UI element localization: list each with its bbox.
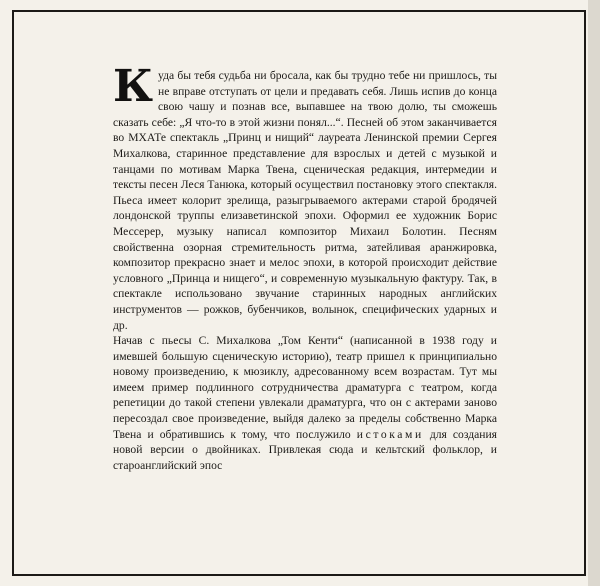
paragraph-1-text: уда бы тебя судьба ни бросала, как бы трудно тебе ни пришлось, ты не вправе отступать от цели и предавать себя. Лишь испив до конца свою чашу и познав все, выпавшее на твою долю, ты сможешь сказать себе: „Я что-то в этой жизни понял...“. Песней об этом заканчивается во МХАТе спектакль „Принц и нищий“ лауреата Ленинской премии Сергея Михалкова, старинное представление для взрослых и детей с музыкой и танцами по мотивам Марка Твена, сценическая редакция, интермедии и тексты песен Леся Танюка, который осуществил постановку этого спектакля. Пьеса имеет колорит зрелища, разыгрываемого актерами старой бродячей лондонской труппы елизаветинской эпохи. Оформил ее художник Борис Мессерер, музыку написал композитор Михаил Болотин. Песням свойственна озорная стремительность ритма, затейливая аранжировка, композитор прекрасно знает и мелос эпохи, в которой происходит действие условного „Принца и нищего“, и современную музыкальную фактуру. Так, в спектакле использовано звучание старинных народных английских инструментов — рожков, бубенчиков, волынок, специфических ударных и др. — [113, 69, 497, 332]
paragraph-2-end: для создания новой версии о двойниках. Привлекая сюда и кельтский фольклор, и староанглийский эпос — [113, 427, 497, 472]
paragraph-1 — [113, 61, 497, 333]
page-edge — [588, 0, 600, 586]
paragraph-2-emphasis: истоками — [356, 427, 424, 441]
paragraph-2 — [113, 333, 497, 473]
paragraph-2-start: Начав с пьесы С. Михалкова „Том Кенти“ (написанной в 1938 году и имевшей большую сценическую историю), театр пришел к принципиально новому произведению, к мюзиклу, адресованному всем возрастам. Тут мы имеем пример подлинного сотрудничества драматурга с театром, когда репетиции до такой степени увлекали драматурга, что он с актерами заново пересоздал свое произведение, выйдя далеко за пределы собственно Марка Твена и обратившись к тому, что послужило — [113, 334, 497, 441]
drop-cap: К — [113, 61, 154, 112]
article-text — [113, 61, 497, 473]
